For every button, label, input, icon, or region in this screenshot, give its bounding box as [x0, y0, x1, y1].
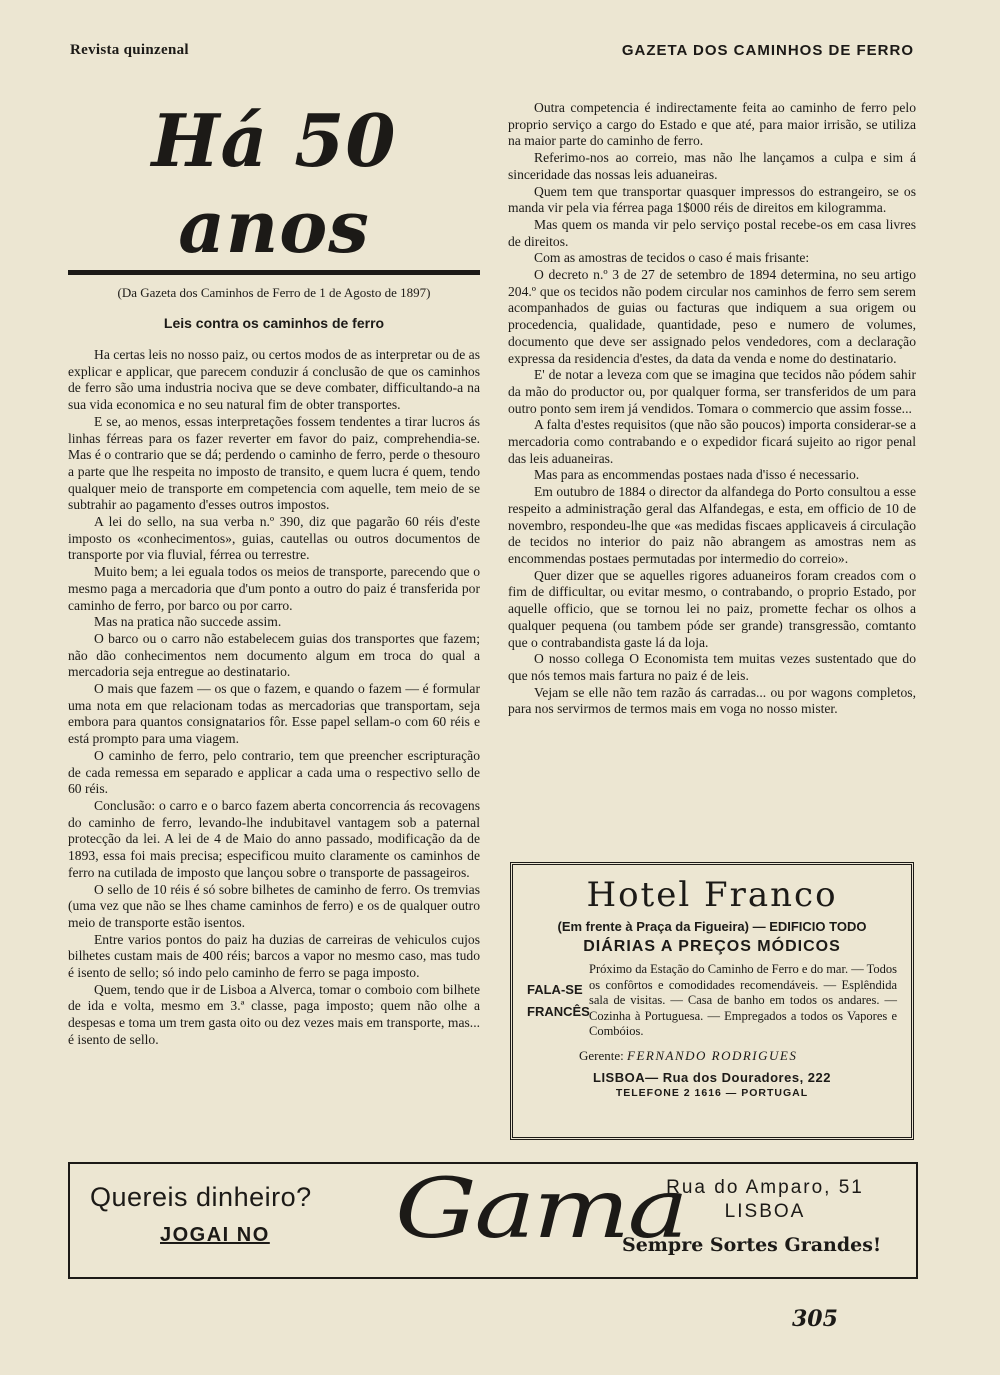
hotel-fala: FALA-SE: [527, 981, 583, 997]
left-paragraphs: [68, 347, 480, 1049]
article-paragraph: O mais que fazem — os que o fazem, e quando o fazem — é formular uma nota em que relacionam todas as mercadorias que transportam, seja embora para quantos consignatarios fôr. Esse papel sellam-o com 60 réis e está prompto para uma viagem.: [68, 681, 480, 747]
article-paragraph: O caminho de ferro, pelo contrario, tem que preencher escripturação de cada remessa em separado e applicar a cada uma o respectivo sello de 60 réis.: [68, 747, 480, 797]
hotel-telephone: TELEFONE 2 1616 — PORTUGAL: [615, 1086, 809, 1099]
article-paragraph: E' de notar a leveza com que se imagina que tecidos não pódem sahir da mão do productor ou, por qualquer forma, ser transferidos de um para outro ponto sem irem já vendidos. Tomara o commercio que assim fosse...: [508, 367, 916, 416]
hotel-manager-name: FERNANDO RODRIGUES: [627, 1047, 798, 1063]
hotel-body: [527, 962, 897, 1040]
article-paragraph: Outra competencia é indirectamente feita ao caminho de ferro pelo proprio serviço a cargo do Estado e que até, para maior irrisão, se utiliza na maior parte do caminho de ferro.: [508, 100, 916, 149]
article-paragraph: O nosso collega O Economista tem muitas vezes sustentado que do que nós temos mais fartura no paiz é de leis.: [508, 651, 916, 683]
hotel-manager: [527, 1048, 897, 1064]
article-paragraph: O barco ou o carro não estabelecem guias dos transportes que fazem; não dão conhecimentos nem documento algum em troca do qual a mercadoria seja entregue ao destinatario.: [68, 630, 480, 680]
right-paragraphs: [508, 100, 916, 718]
hotel-description: Próximo da Estação do Caminho de Ferro e do mar. — Todos os confôrtos e comodidades recomendáveis. — Esplêndida sala de visitas. — Casa de banho em todos os andares. — Cozinha à Portuguesa. — Empregados a todos os Vapores e Combóios.: [589, 962, 897, 1038]
hotel-name: Hotel Franco: [586, 875, 838, 915]
article-paragraph: Ha certas leis no nosso paiz, ou certos modos de as interpretar ou de as explicar e applicar, que parecem conduzir á conclusão de que os caminhos de ferro são uma industria nociva que se deve combater, difficultando-a na sua vida economica e no seu natural fim de obter transportes.: [68, 347, 480, 413]
article-paragraph: Referimo-nos ao correio, mas não lhe lançamos a culpa e sim á sinceridade das nossas leis aduaneiras.: [508, 150, 916, 182]
hotel-subtitle: (Em frente à Praça da Figueira) — EDIFICIO TODO: [557, 919, 867, 934]
article-paragraph: Muito bem; a lei eguala todos os meios de transporte, parecendo que o mesmo paga a mercadoria que d'um ponto a outro do paiz é transferida por caminho de ferro, por barco ou por carro.: [68, 564, 480, 613]
article-paragraph: E se, ao menos, essas interpretações fossem tendentes a tirar lucros ás linhas férreas para os fazer reverter em favor do paiz, comprehendia-se. Mas é o contrario que se dá; perdendo o caminho de ferro, perde o thesouro a parte que lhe respeita no imposto de transito, e quem lucra é quem, tendo qualquer meio de transporte em competencia com aquelle, tem meio de se subtrahir ao pagamento d'esses outros impostos.: [68, 413, 480, 513]
article-paragraph: O decreto n.º 3 de 27 de setembro de 1894 determina, no seu artigo 204.º que os tecidos não podem circular nos caminhos de ferro sem serem acompanhados de guias ou facturas que indiquem a sua origem ou procedencia, qualidade, quantidade, peso e numero de volumes, documento que deve ser assignado pelos vendedores, com a declaração expressa da residencia d'estes, da data da venda e nome do destinatario.: [508, 267, 916, 366]
hotel-language: [527, 962, 589, 1040]
gama-question: Quereis dinheiro?: [90, 1182, 312, 1212]
article-paragraph: A lei do sello, na sua verba n.º 390, diz que pagarão 60 réis d'este imposto os «conhecimentos», guias, cautellas ou outros documentos de transporte por via fluvial, férrea ou terrestre.: [68, 514, 480, 563]
hotel-franco-ad: [510, 862, 914, 1140]
article-title: Há 50 anos: [151, 98, 397, 269]
gama-ad: [68, 1162, 918, 1279]
article-paragraph: A falta d'estes requisitos (que não são poucos) importa considerar-se a mercadoria como contrabando e o expedidor ficará sujeito ao rigor penal das leis aduaneiras.: [508, 417, 916, 466]
article-paragraph: Quem, tendo que ir de Lisboa a Alverca, tomar o comboio com bilhete de ida e volta, mesmo em 3.ª classe, paga imposto; quem não olhe a despesas e toma um trem gasta oito ou dez vezes mais em transporte, mas... é isento de sello.: [68, 981, 480, 1047]
hotel-manager-label: Gerente:: [579, 1047, 624, 1063]
article-paragraph: Conclusão: o carro e o barco fazem aberta concorrencia ás recovagens do caminho de ferro, levando-lhe indubitavel vantagem sob a paternal protecção da lei. A lei de 4 de Maio do anno passado, modificação da de 1893, essa foi mais precisa; especificou muito claramente os caminhos de ferro na cutilada de imposto que lançou sobre o transporte de passageiros.: [68, 797, 480, 880]
header-left: Revista quinzenal: [70, 42, 189, 58]
article-paragraph: Mas quem os manda vir pelo serviço postal recebe-os em casa livres de direitos.: [508, 216, 916, 249]
gama-address: [625, 1176, 905, 1224]
article-paragraph: Mas na pratica não succede assim.: [94, 614, 282, 630]
right-column: [508, 100, 916, 718]
article-source: (Da Gazeta dos Caminhos de Ferro de 1 de Agosto de 1897): [117, 285, 431, 300]
left-column: [68, 98, 480, 1049]
article-paragraph: Quem tem que transportar quasquer impressos do estrangeiro, se os manda vir pela via férrea paga 1$000 réis de direitos em kilogramma.: [508, 183, 916, 216]
page-number: 305: [792, 1306, 838, 1332]
gama-slogan: Sempre Sortes Grandes!: [622, 1234, 882, 1256]
article-paragraph: Em outubro de 1884 o director da alfandega do Porto consultou a esse respeito a administração geral das Alfandegas, e esta, em officio de 10 de novembro, respondeu-lhe que «as medidas fiscaes applicaveis á circulação de tecidos no interior do paiz não abrangem as amostras nem as encommendas postaes permutadas por intermedio do correio».: [508, 484, 916, 566]
article-paragraph: O sello de 10 réis é só sobre bilhetes de caminho de ferro. Os tremvias (uma vez que não se lhes chame caminhos de ferro) e os de qualquer outro meio de transporte estão isentos.: [68, 881, 480, 930]
article-paragraph: Entre varios pontos do paiz ha duzias de carreiras de vehiculos cujos bilhetes custam mais de 400 réis; barcos a vapor no mesmo caso, mas tudo é isento de sello; só indo pelo caminho de ferro se paga imposto.: [68, 931, 480, 981]
hotel-prices: DIÁRIAS A PREÇOS MÓDICOS: [583, 938, 841, 955]
article-heading: Leis contra os caminhos de ferro: [163, 315, 385, 331]
header-right: GAZETA DOS CAMINHOS DE FERRO: [621, 42, 914, 59]
gama-logo: Gama: [395, 1162, 687, 1257]
article-paragraph: Com as amostras de tecidos o caso é mais frisante:: [534, 250, 810, 266]
article-paragraph: Vejam se elle não tem razão ás carradas... ou por wagons completos, para nos servirmos de termos mais em voga no nosso mister.: [508, 684, 916, 717]
hotel-frances: FRANCÊS: [527, 1003, 590, 1019]
gama-play: JOGAI NO: [160, 1224, 270, 1246]
hotel-address: LISBOA— Rua dos Douradores, 222: [593, 1069, 831, 1085]
gama-street: Rua do Amparo, 51: [666, 1177, 864, 1198]
title-rule: [68, 270, 480, 275]
article-paragraph: Quer dizer que se aquelles rigores aduaneiros foram creados com o fim de difficultar, ou evitar mesmo, o contrabando, o proprio Estado, por aquelle officio, que se tornou lei no paiz, promette fechar os olhos a qualquer pequena (ou tambem póde ser grande) transgressão, comtanto que o contrabandista gaste lá da loja.: [508, 567, 916, 650]
gama-city: LISBOA: [724, 1201, 806, 1222]
article-paragraph: Mas para as encommendas postaes nada d'isso é necessario.: [534, 467, 860, 483]
